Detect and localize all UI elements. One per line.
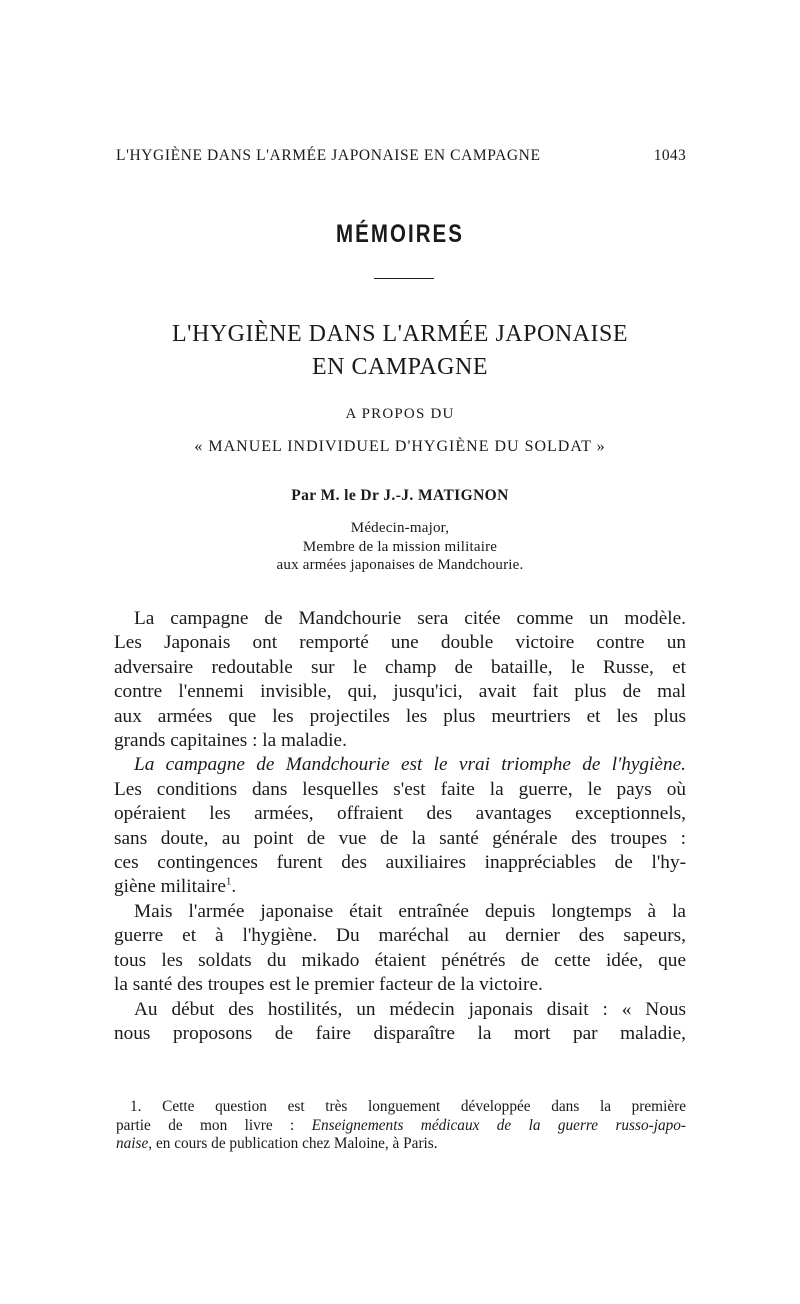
author-byline: Par M. le Dr J.-J. MATIGNON <box>291 487 509 504</box>
body-line: Les Japonais ont remporté une double victoire contre un <box>114 632 686 654</box>
body-line: aux armées que les projectiles les plus meurtriers et les plus <box>114 705 686 727</box>
body-text-run: giène militaire <box>114 876 226 898</box>
body-line: contre l'ennemi invisible, qui, jusqu'ici, avait fait plus de mal <box>114 681 686 703</box>
footnote-text-run: partie de mon livre : <box>116 1116 312 1134</box>
section-title: MÉMOIRES <box>335 220 465 248</box>
body-text <box>114 607 686 1046</box>
footnote-text-run: , en cours de publication chez Maloine, à Paris. <box>148 1135 438 1152</box>
title-rule <box>374 278 434 279</box>
body-line: grands capitaines : la maladie. <box>114 730 347 752</box>
footnote-line <box>116 1117 686 1136</box>
footnote-reference: 1 <box>225 876 232 889</box>
body-line: La campagne de Mandchourie sera citée comme un modèle. <box>134 608 686 629</box>
article-title-line-2: EN CAMPAGNE <box>312 354 488 380</box>
affiliation-line: Médecin-major, <box>350 520 450 536</box>
footnote-italic-run: Enseignements médicaux de la guerre russo-japo- <box>311 1116 686 1134</box>
affiliation-line: aux armées japonaises de Mandchourie. <box>276 557 524 573</box>
author-affiliation <box>0 519 800 575</box>
body-line: Au début des hostilités, un médecin japonais disait : « Nous <box>134 998 686 1020</box>
footnote <box>116 1098 686 1154</box>
body-line-italic: La campagne de Mandchourie est le vrai triomphe de l'hygiène. <box>134 754 686 776</box>
page-number: 1043 <box>653 147 686 164</box>
body-line: nous proposons de faire disparaître la mort par maladie, <box>114 1022 686 1044</box>
footnote-text-run: Cette question est très longuement développée dans la première <box>162 1098 686 1115</box>
article-title <box>0 318 800 384</box>
body-line: opéraient les armées, offraient des avantages exceptionnels, <box>114 803 686 825</box>
body-line: sans doute, au point de vue de la santé générale des troupes : <box>114 827 686 849</box>
body-line: Les conditions dans lesquelles s'est faite la guerre, le pays où <box>114 778 686 800</box>
body-line: guerre et à l'hygiène. Du maréchal au dernier des sapeurs, <box>114 925 686 947</box>
body-line: la santé des troupes est le premier facteur de la victoire. <box>114 974 543 996</box>
footnote-line <box>116 1135 686 1154</box>
body-line: tous les soldats du mikado étaient pénétrés de cette idée, que <box>114 949 686 971</box>
body-line: Mais l'armée japonaise était entraînée depuis longtemps à la <box>134 900 686 922</box>
footnote-italic-run: naise <box>116 1135 149 1152</box>
article-title-line-1: L'HYGIÈNE DANS L'ARMÉE JAPONAISE <box>172 321 628 347</box>
body-line: adversaire redoutable sur le champ de bataille, le Russe, et <box>114 656 686 678</box>
subtitle-line-1: A PROPOS DU <box>345 406 455 422</box>
running-title: L'HYGIÈNE DANS L'ARMÉE JAPONAISE EN CAMPAGNE <box>116 147 541 164</box>
running-header <box>116 147 686 165</box>
body-text-run: . <box>231 876 237 898</box>
subtitle-line-2: « MANUEL INDIVIDUEL D'HYGIÈNE DU SOLDAT » <box>194 438 606 455</box>
body-line: ces contingences furent des auxiliaires inappréciables de l'hy- <box>114 852 686 874</box>
body-line <box>114 875 686 899</box>
footnote-line <box>130 1098 686 1117</box>
affiliation-line: Membre de la mission militaire <box>302 538 498 555</box>
footnote-number: 1. <box>130 1098 142 1115</box>
